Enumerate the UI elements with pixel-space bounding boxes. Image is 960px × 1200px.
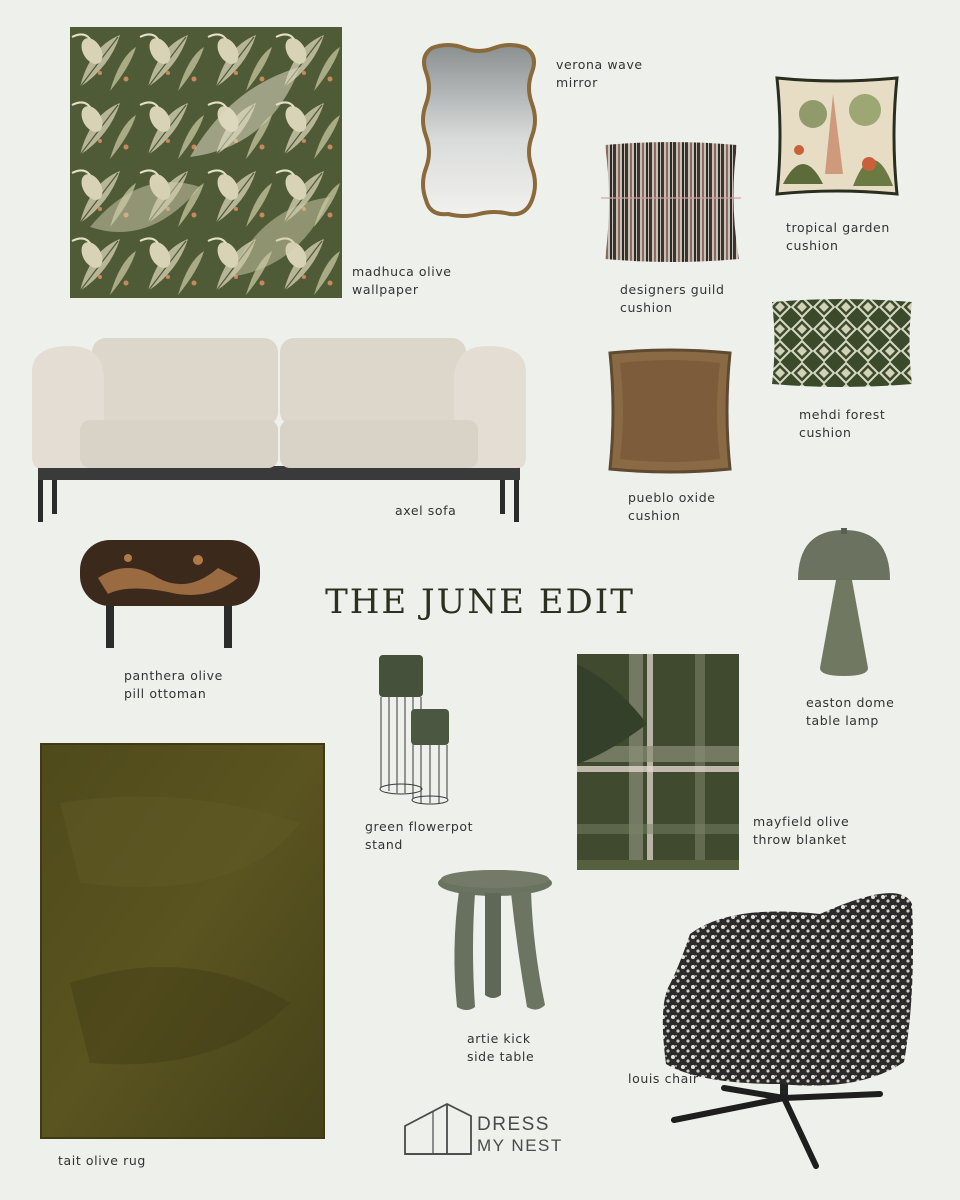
wallpaper-label: madhuca olive wallpaper [352, 264, 452, 297]
mehdi-cushion-image[interactable] [769, 296, 915, 390]
pueblo-cushion-label: pueblo oxide cushion [628, 490, 716, 523]
rug-image[interactable] [40, 743, 325, 1139]
brand-name-line2: MY NEST [477, 1136, 563, 1155]
sofa-image[interactable] [30, 336, 528, 524]
house-logo-icon [403, 1102, 473, 1156]
lamp-label: easton dome table lamp [806, 695, 895, 728]
mirror-label: verona wave mirror [556, 57, 643, 90]
wallpaper-image[interactable] [70, 27, 342, 298]
flowerpot-stand-image[interactable] [376, 653, 452, 805]
mehdi-cushion-label: mehdi forest cushion [799, 407, 886, 440]
ottoman-image[interactable] [78, 538, 262, 648]
brand-name-line1: DRESS [477, 1114, 550, 1135]
chair-label: louis chair [628, 1071, 699, 1086]
lamp-image[interactable] [794, 528, 894, 678]
pueblo-cushion-image[interactable] [606, 347, 734, 475]
side-table-image[interactable] [437, 869, 553, 1013]
tropical-cushion-image[interactable] [773, 74, 901, 198]
tropical-cushion-label: tropical garden cushion [786, 220, 890, 253]
designers-cushion-label: designers guild cushion [620, 282, 725, 315]
brand-logo[interactable] [403, 1102, 563, 1158]
sofa-label: axel sofa [395, 503, 457, 518]
chair-image[interactable] [660, 884, 914, 1170]
rug-label: tait olive rug [58, 1153, 146, 1168]
flowerpot-stand-label: green flowerpot stand [365, 819, 474, 852]
mirror-image[interactable] [418, 42, 540, 220]
side-table-label: artie kick side table [467, 1031, 535, 1064]
throw-blanket-image[interactable] [577, 654, 739, 870]
ottoman-label: panthera olive pill ottoman [124, 668, 223, 701]
designers-cushion-image[interactable] [601, 137, 741, 265]
page-title: THE JUNE EDIT [325, 582, 635, 622]
throw-blanket-label: mayfield olive throw blanket [753, 814, 850, 847]
